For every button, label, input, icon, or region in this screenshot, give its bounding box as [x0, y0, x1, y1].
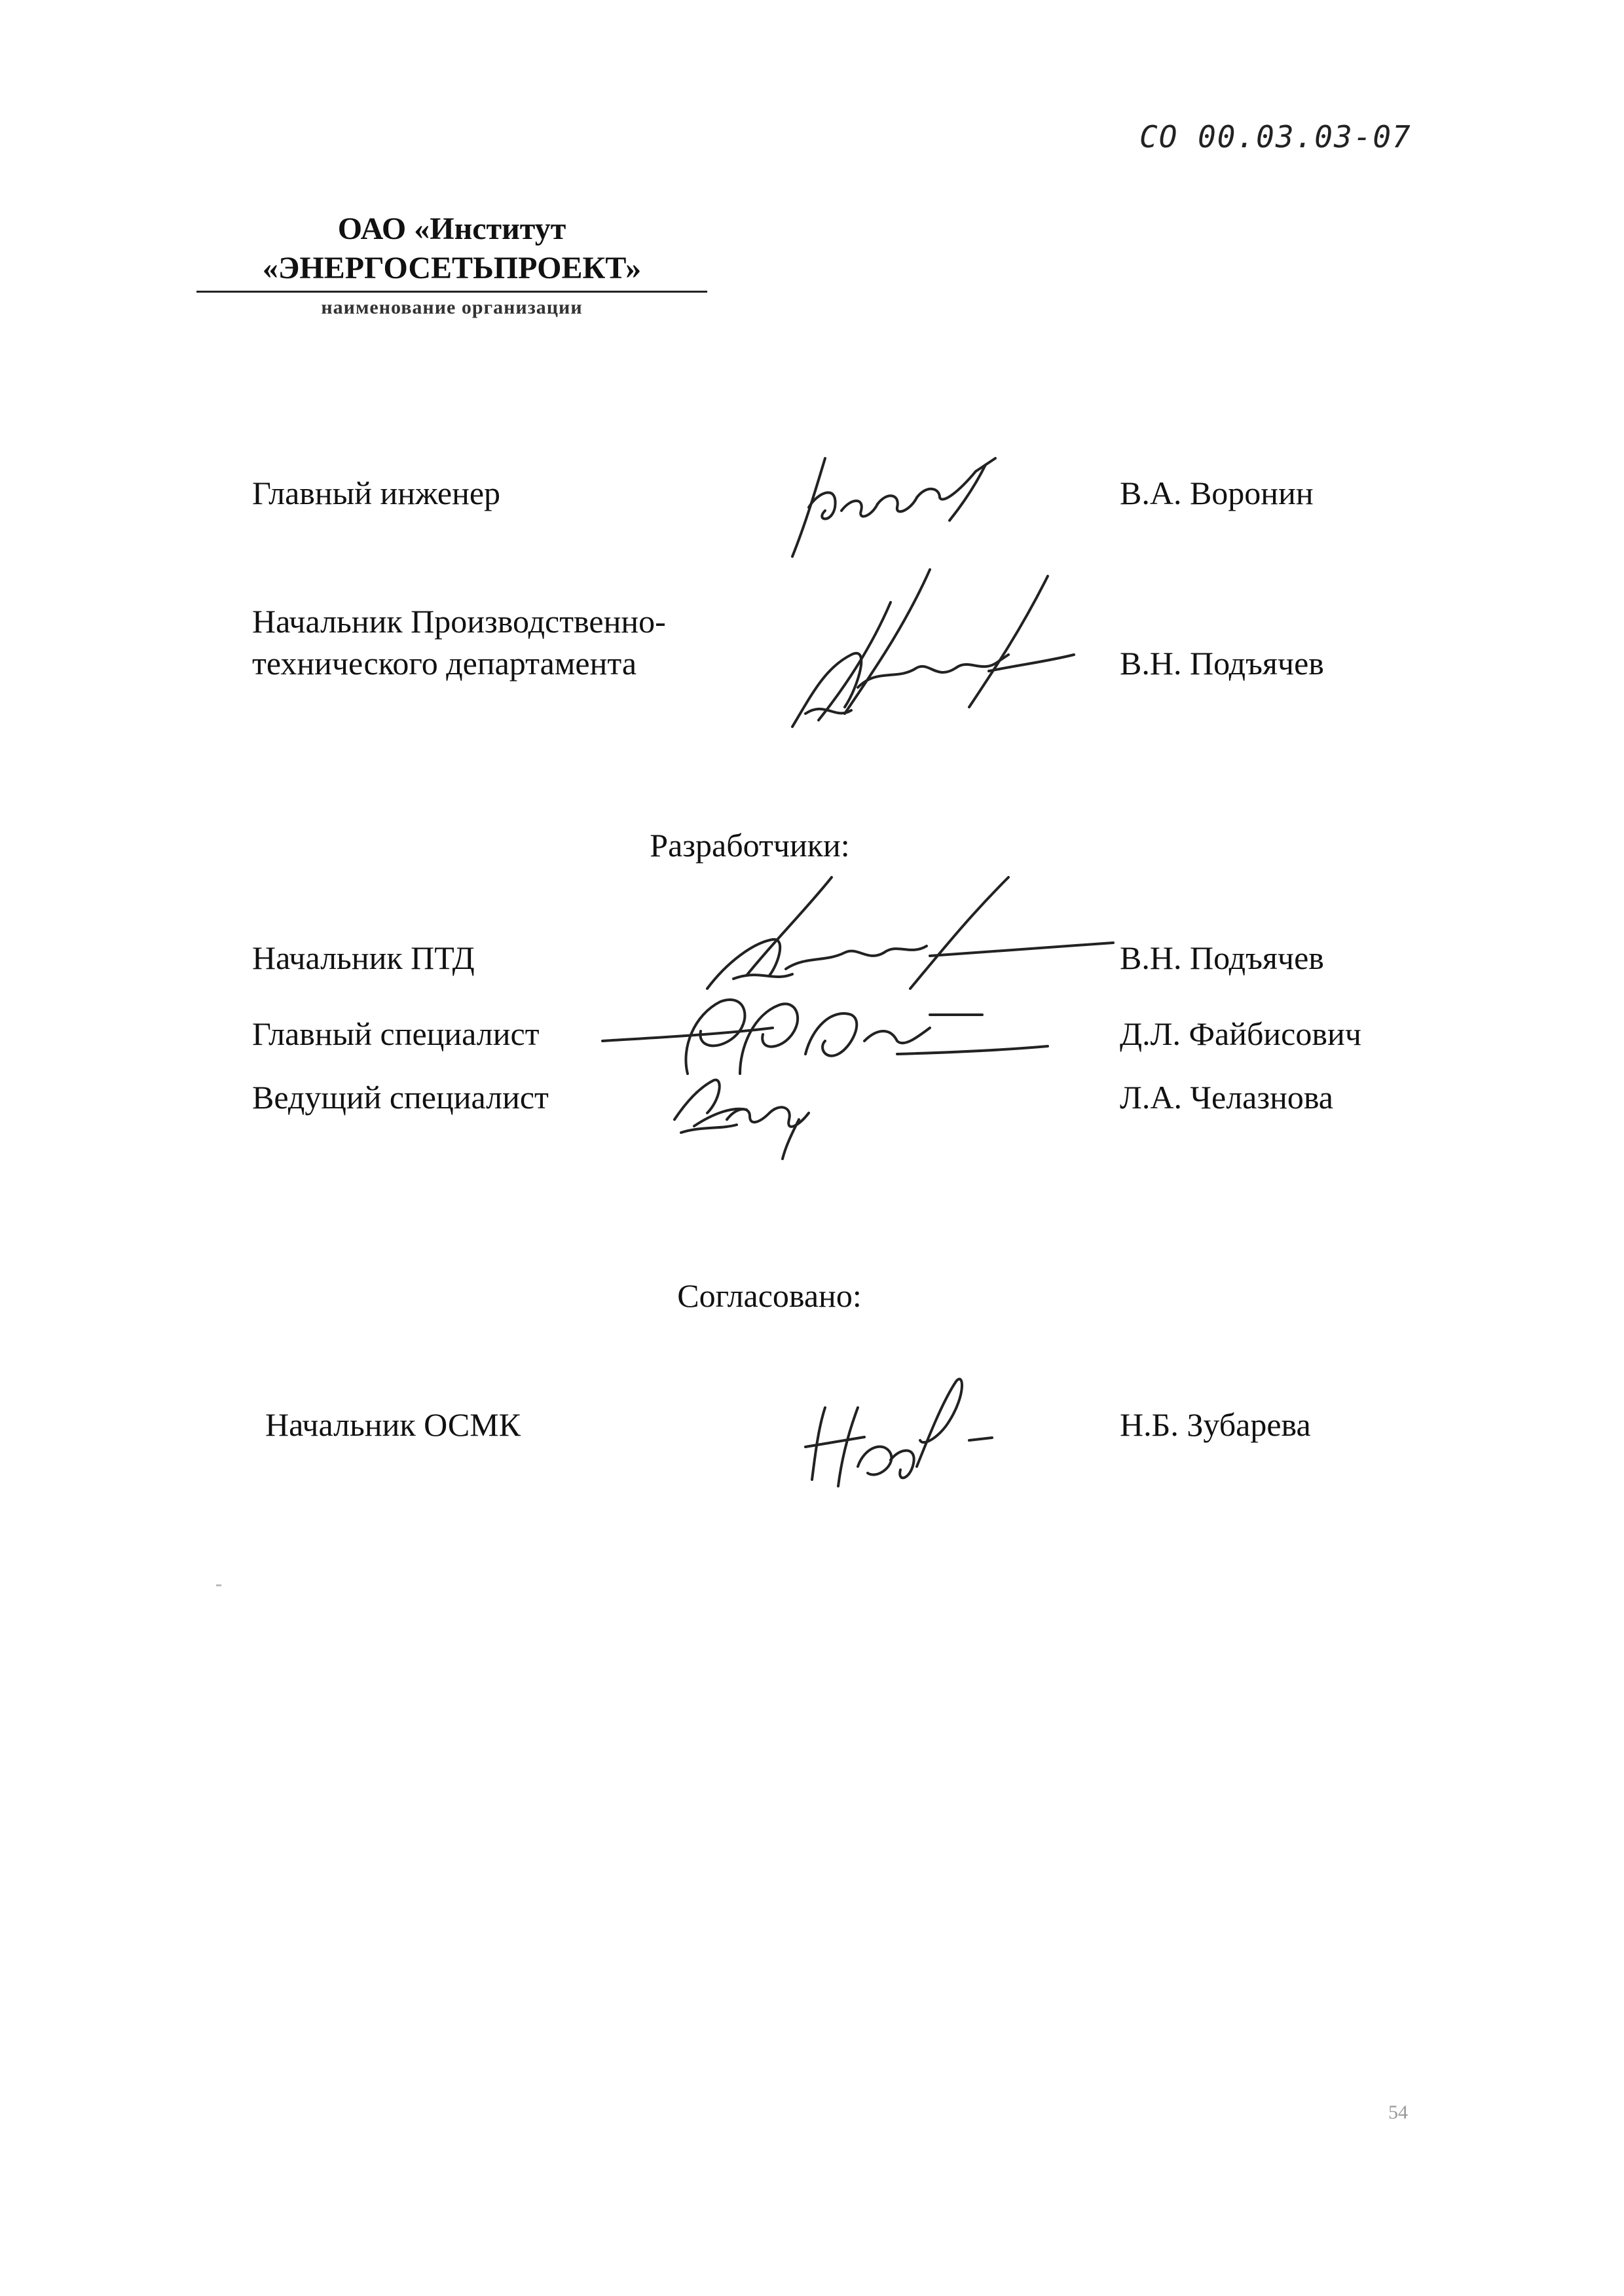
signature-voronin — [779, 445, 1002, 563]
approval-name-podyachev: В.Н. Подъячев — [1120, 645, 1324, 682]
agreed-name-zubareva: Н.Б. Зубарева — [1120, 1406, 1311, 1443]
organization-name-line2: «ЭНЕРГОСЕТЬПРОЕКТ» — [262, 251, 642, 285]
developer-role-head-ptd: Начальник ПТД — [252, 939, 475, 976]
approval-role-head-ptd-line2: технического департамента — [252, 645, 637, 682]
developer-name-faibisovich: Д.Л. Файбисович — [1120, 1015, 1361, 1052]
developer-name-chelaznova: Л.А. Челазнова — [1120, 1079, 1334, 1116]
organization-name-line1: ОАО «Институт — [337, 211, 566, 246]
developer-name-podyachev: В.Н. Подъячев — [1120, 939, 1324, 976]
scan-speck — [216, 1584, 221, 1586]
approval-name-voronin: В.А. Воронин — [1120, 475, 1314, 511]
document-code: СО 00.03.03-07 — [1139, 119, 1412, 155]
organization-underline — [196, 291, 707, 293]
organization-caption: наименование организации — [321, 297, 583, 318]
approval-role-head-ptd-line1: Начальник Производственно- — [252, 603, 666, 640]
developer-role-chief-specialist: Главный специалист — [252, 1015, 540, 1052]
signature-zubareva — [792, 1368, 1008, 1499]
developer-role-leading-specialist: Ведущий специалист — [252, 1079, 549, 1116]
approval-role-chief-engineer: Главный инженер — [252, 475, 501, 511]
page-mark: 54 — [1388, 2102, 1408, 2123]
signature-chelaznova — [661, 1061, 832, 1165]
signature-podyachev-1 — [773, 556, 1113, 740]
developers-heading: Разработчики: — [650, 827, 850, 864]
agreed-role-head-osmk: Начальник ОСМК — [265, 1406, 521, 1443]
agreed-heading: Согласовано: — [677, 1277, 862, 1314]
organization-header — [196, 210, 707, 319]
